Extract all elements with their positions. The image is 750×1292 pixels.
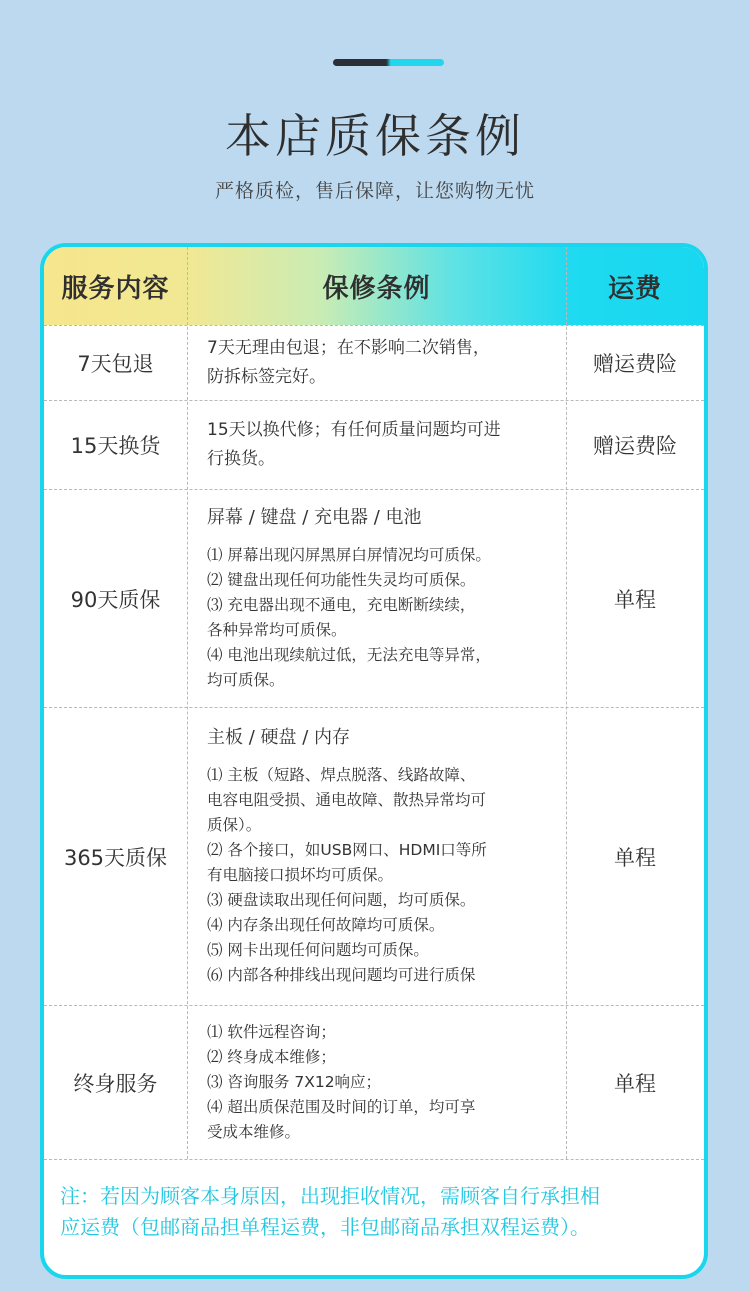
page-title: 本店质保条例 <box>225 109 525 163</box>
warranty-terms <box>207 708 559 1005</box>
terms-line: ⑸ 网卡出现任何问题均可质保。 <box>207 941 429 959</box>
terms-line: ⑶ 充电器出现不通电，充电断断续续， <box>207 595 476 614</box>
note-line: 应运费（包邮商品担单程运费，非包邮商品承担双程运费）。 <box>60 1215 590 1239</box>
shipping-fee: 赠运费险 <box>593 434 677 458</box>
terms-heading: 屏幕 / 键盘 / 充电器 / 电池 <box>207 506 422 528</box>
terms-line: ⑹ 内部各种排线出现问题均可进行质保 <box>207 966 476 984</box>
terms-line: ⑶ 咨询服务 7X12响应； <box>207 1073 382 1091</box>
shipping-note <box>60 1181 694 1243</box>
top-accent-bar <box>333 59 444 66</box>
shipping-fee: 单程 <box>614 845 656 870</box>
terms-line: 有电脑接口损坏均可质保。 <box>207 866 394 884</box>
terms-line: 受成本维修。 <box>207 1123 301 1141</box>
terms-line: ⑴ 屏幕出现闪屏黑屏白屏情况均可质保。 <box>207 545 491 564</box>
table-row <box>44 707 704 1005</box>
terms-line: 7天无理由包退；在不影响二次销售， <box>207 338 490 358</box>
note-line: 注：若因为顾客本身原因，出现拒收情况，需顾客自行承担相 <box>60 1184 600 1208</box>
shipping-fee: 赠运费险 <box>593 352 677 376</box>
terms-line: 均可质保。 <box>207 670 285 689</box>
terms-line: ⑷ 电池出现续航过低，无法充电等异常， <box>207 645 491 664</box>
warranty-terms <box>207 326 559 400</box>
table-row <box>44 489 704 707</box>
terms-line: 15天以换代修；有任何质量问题均可进 <box>207 420 501 440</box>
table-bottom-divider <box>44 1159 704 1160</box>
terms-heading: 主板 / 硬盘 / 内存 <box>207 727 351 748</box>
terms-line: ⑴ 主板（短路、焊点脱落、线路故障、 <box>207 766 476 784</box>
service-name: 15天换货 <box>70 434 161 458</box>
terms-line: 质保）。 <box>207 816 262 834</box>
terms-line: ⑶ 硬盘读取出现任何问题，均可质保。 <box>207 891 476 909</box>
warranty-terms <box>207 401 559 489</box>
warranty-table-card <box>40 243 708 1279</box>
terms-line: 行换货。 <box>207 449 275 469</box>
column-header-service: 服务内容 <box>61 273 170 304</box>
service-name: 终身服务 <box>73 1071 158 1096</box>
warranty-terms <box>207 490 559 707</box>
column-header-terms: 保修条例 <box>322 273 431 304</box>
service-name: 90天质保 <box>70 587 161 612</box>
terms-line: ⑵ 键盘出现任何功能性失灵均可质保。 <box>207 570 476 589</box>
table-row <box>44 400 704 489</box>
page-subtitle: 严格质检，售后保障，让您购物无忧 <box>214 180 535 202</box>
terms-line: ⑷ 内存条出现任何故障均可质保。 <box>207 916 445 934</box>
terms-line: 各种异常均可质保。 <box>207 620 347 639</box>
terms-line: ⑵ 各个接口，如USB网口、HDMI口等所 <box>207 841 487 859</box>
terms-line: 防拆标签完好。 <box>207 367 326 387</box>
terms-line: ⑷ 超出质保范围及时间的订单，均可享 <box>207 1098 476 1116</box>
table-row <box>44 325 704 400</box>
terms-line: 电容电阻受损、通电故障、散热异常均可 <box>207 791 487 809</box>
service-name: 365天质保 <box>63 845 168 870</box>
terms-line: ⑴ 软件远程咨询； <box>207 1023 336 1041</box>
warranty-terms <box>207 1006 559 1159</box>
shipping-fee: 单程 <box>614 587 656 612</box>
column-header-fee: 运费 <box>607 273 662 304</box>
table-header <box>44 247 704 325</box>
table-row <box>44 1005 704 1159</box>
service-name: 7天包退 <box>77 352 154 376</box>
shipping-fee: 单程 <box>614 1071 656 1096</box>
terms-line: ⑵ 终身成本维修； <box>207 1048 336 1066</box>
